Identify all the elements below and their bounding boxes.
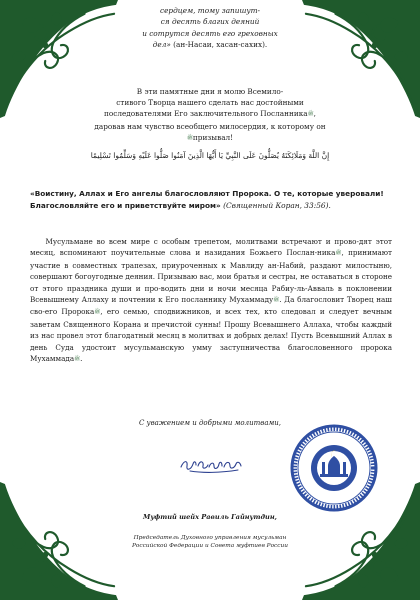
quote-line: сердцем, тому запишут- <box>160 6 260 15</box>
salawat-mark: ﷺ <box>273 297 280 304</box>
paragraph-line <box>60 132 360 144</box>
paragraph-text: последователями Его заключительного Посланника <box>104 109 308 119</box>
role-line: Российской Федерации и Совета муфтиев России <box>131 543 289 550</box>
body-text: . Да благословит Творец наш сво-его Пророка <box>30 295 392 317</box>
salawat-mark: ﷺ <box>186 134 193 141</box>
role-line: Председатель Духовного управления мусульман <box>133 535 287 541</box>
quran-verse-translation <box>30 188 392 211</box>
official-seal <box>290 424 378 512</box>
body-paragraph <box>30 236 392 365</box>
handwritten-signature <box>178 452 244 474</box>
paragraph-line: В эти памятные дни я молю Всемило- <box>136 87 284 96</box>
quote-line <box>112 39 308 50</box>
salawat-mark: ﷺ <box>335 250 342 257</box>
body-text: Мусульмане во всем мире с особым трепетом, молитвами встречают и прово-дят этот месяц, вспоминают поучительные слова и назидания Божьего Послан-ника <box>30 237 392 258</box>
salawat-mark: ﷺ <box>307 111 314 118</box>
arabic-verse: إِنَّ اللَّهَ وَمَلَائِكَتَهُ يُصَلُّونَ عَلَى النَّبِيِّ يَا أَيُّهَا الَّذِينَ آمَنُوا صَلُّوا عَلَيْهِ وَسَلِّمُوا تَسْلِيمًا <box>90 151 330 160</box>
body-text: , его семью, сподвижников, и всех тех, кто следовал и следует вечным заветам Священного Корана и пречистой сунны! Прошу Всевышнего Аллаха, чтобы каждый из нас провел этот благодатный месяц в молитвах и добрых делах! Пусть Всевышний Аллах в день Суда удостоит мусульманскую умму заступничества благословенного пророка Мухаммада <box>30 307 392 364</box>
signatory-name: Муфтий шейх Равиль Гайнутдин, <box>143 513 277 521</box>
body-text: . <box>80 354 83 364</box>
closing-regards: С уважением и добрыми молитвами, <box>138 419 282 427</box>
quote-source: (ан-Насаи, хасан-сахих). <box>170 40 268 50</box>
corner-ornament-bottom-left <box>0 482 118 600</box>
paragraph-line: стивого Творца нашего сделать нас достойными <box>116 98 304 108</box>
verse-text: «Воистину, Аллах и Его ангелы благословляют Пророка. О те, которые уверовали! Благословляйте его и приветствуйте миром» <box>30 189 384 210</box>
paragraph-line: последователями Его заключительного Посланникаﷺ, <box>104 109 316 119</box>
hadith-quote <box>112 5 308 51</box>
quote-line: и сотрутся десять его греховных <box>142 28 278 38</box>
paragraph-line: даровав нам чувство всеобщего милосердия, к которому он <box>94 121 326 131</box>
salawat-mark: ﷺ <box>94 309 101 316</box>
salawat-mark: ﷺ <box>74 356 81 363</box>
body-text: , принимают участие в совместных трапезах, приуроченных к Мавлиду ан-Набий, раздают милостыню, совершают богоугодные деяния. Призываю вас, мои братья и сестры, не оставаться в стороне от этого праздника души и про-водить дни и ночи месяца Рабиу-ль-Авваль в поклонении Всевышнему Аллаху и почтении к Его посланнику Мухаммаду <box>30 248 392 305</box>
signatory-role <box>110 534 310 550</box>
quote-line: ся десять благих деяний <box>160 17 260 27</box>
verse-source: (Священный Коран, 33:56). <box>220 200 331 210</box>
quote-text: дел» <box>152 40 171 50</box>
prayer-paragraph <box>60 86 360 144</box>
paragraph-text: призывал! <box>192 132 234 142</box>
